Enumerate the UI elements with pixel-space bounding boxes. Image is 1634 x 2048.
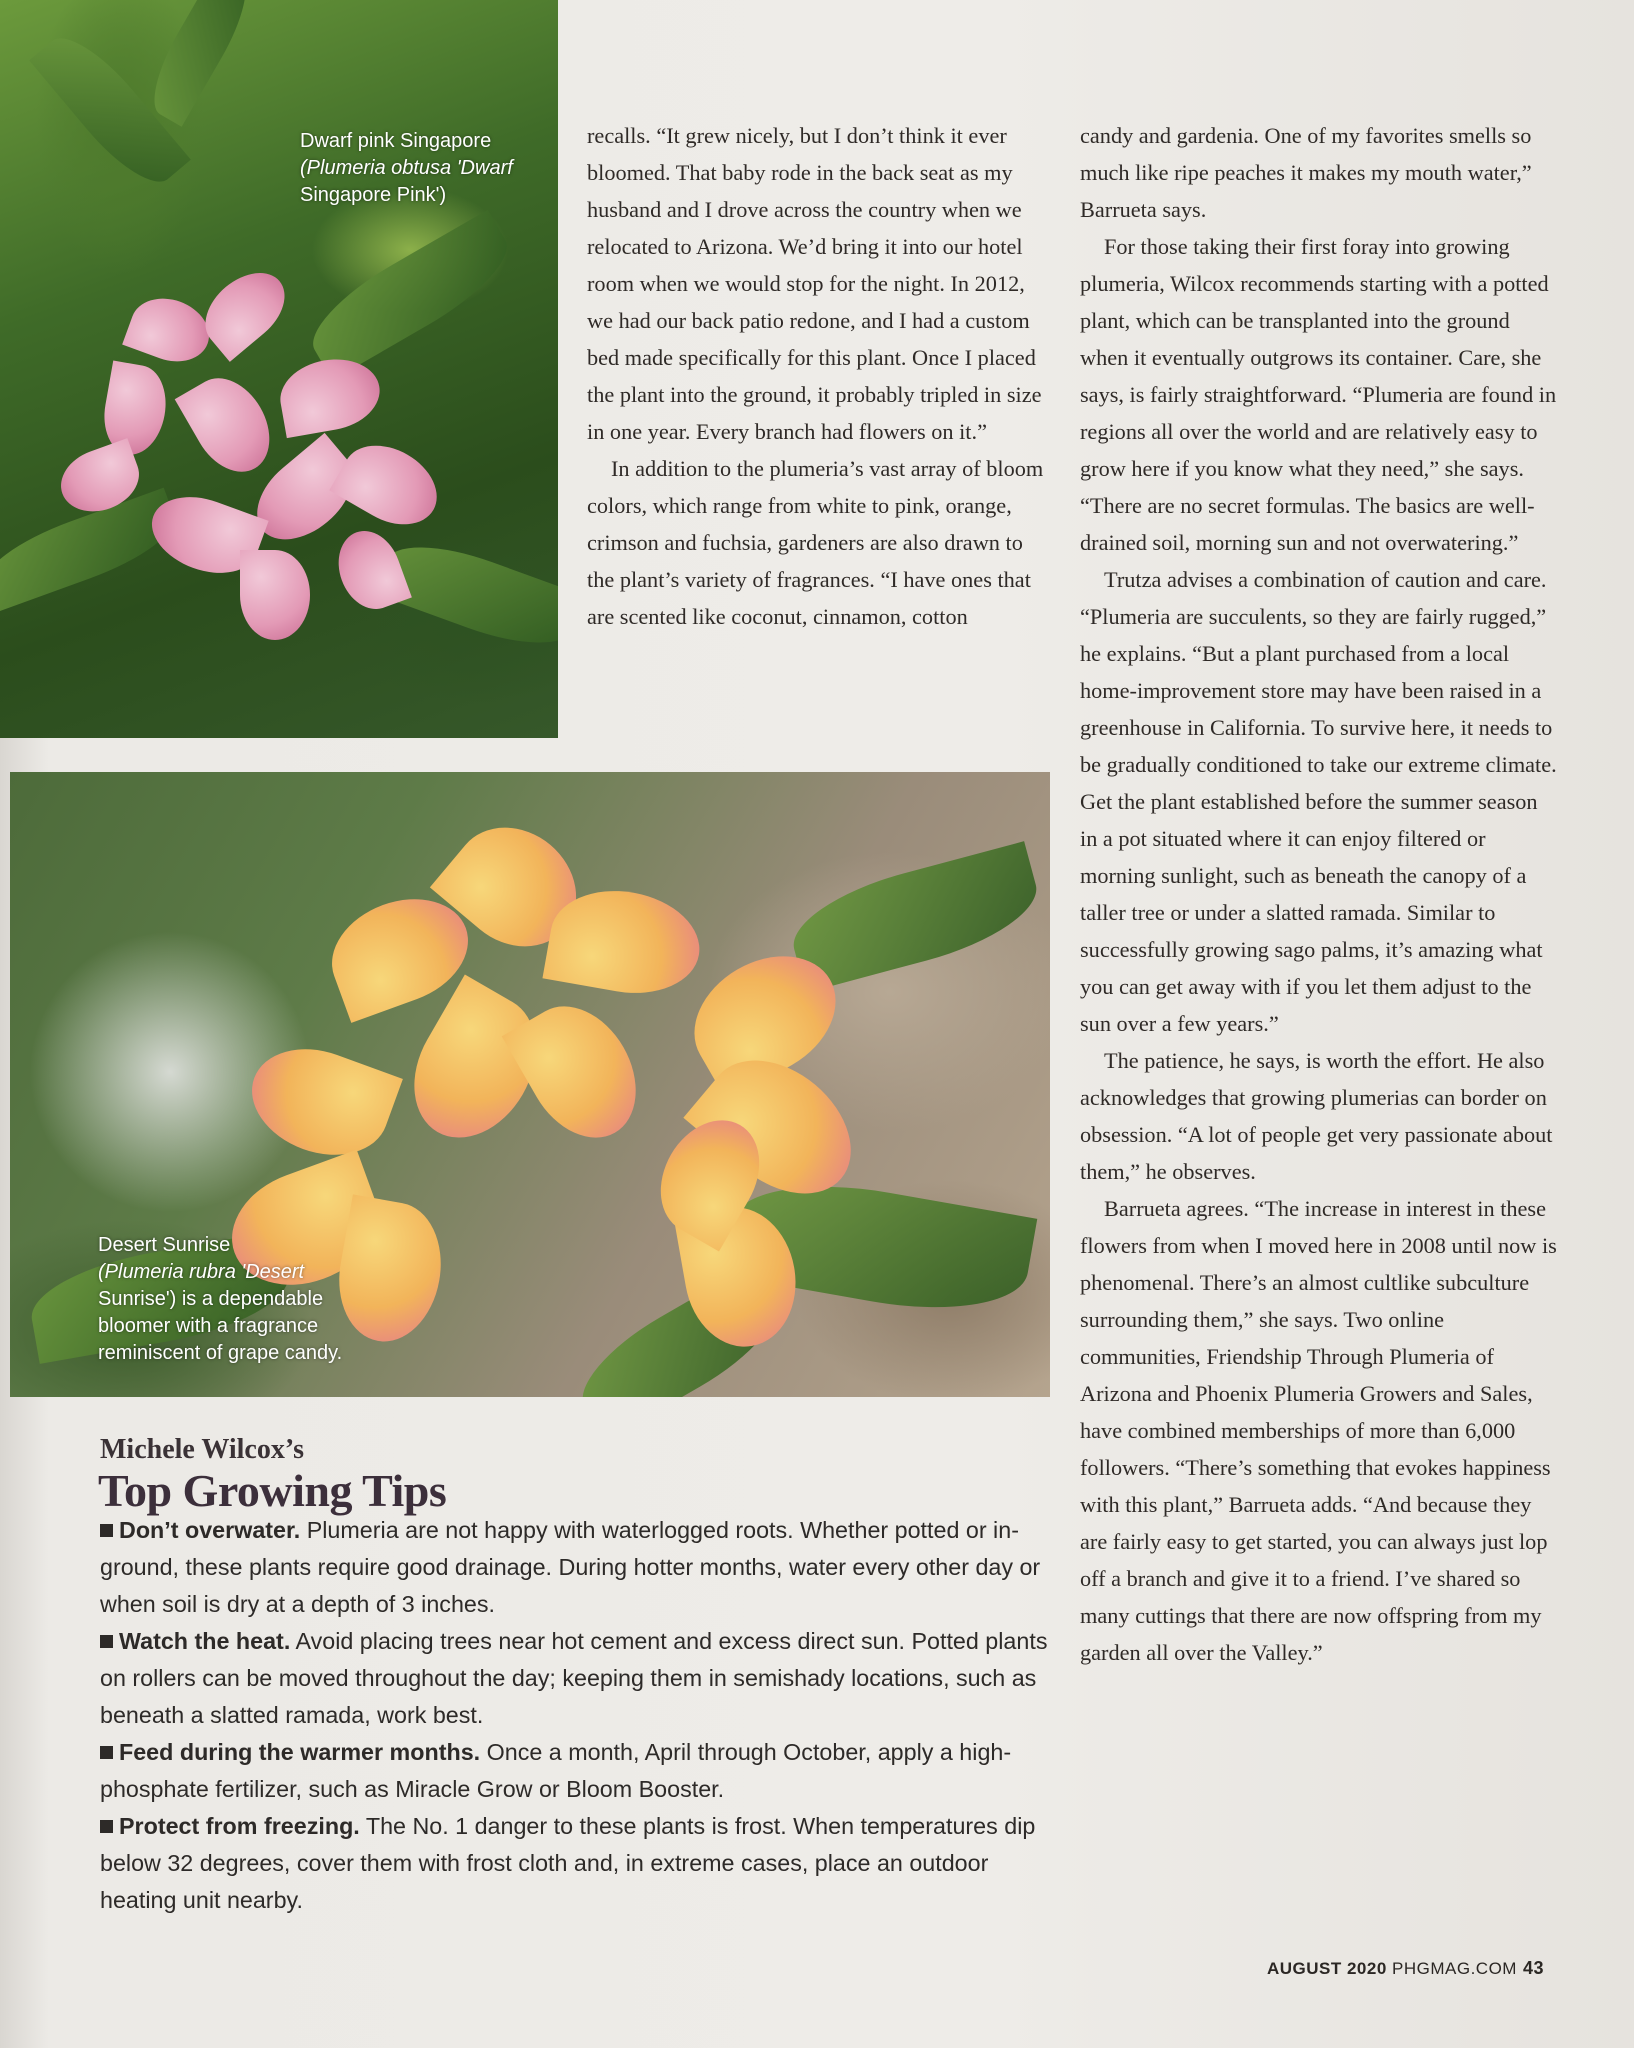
tip-item (100, 1623, 1060, 1734)
tips-title: Top Growing Tips (98, 1465, 447, 1516)
tip-item (100, 1734, 1060, 1808)
caption-desert-sunrise (98, 1232, 342, 1367)
tip-heading: Feed during the warmer months. (119, 1739, 481, 1765)
caption-dwarf-pink-singapore (300, 128, 513, 209)
paragraph: The patience, he says, is worth the effort. He also acknowledges that growing plumerias can border on obsession. “A lot of people get very passionate about them,” he observes. (1080, 1048, 1553, 1184)
caption-line: Singapore Pink') (300, 184, 447, 206)
paragraph: Barrueta agrees. “The increase in interest in these flowers from when I moved here in 2008 until now is phenomenal. There’s an almost cultlike subculture surrounding them,” she says. Two online communities, Friendship Through Plumeria of Arizona and Phoenix Plumeria Growers and Sales, have combined memberships of more than 6,000 followers. “There’s something that evokes happiness with this plant,” Barrueta adds. “And because they are fairly easy to get started, you can always just lop off a branch and give it to a friend. I’ve shared so many cuttings that there are now offspring from my garden all over the Valley.” (1080, 1196, 1557, 1665)
paragraph: Trutza advises a combination of caution and care. “Plumeria are succulents, so they are fairly rugged,” he explains. “But a plant purchased from a local home-improvement store may have been raised in a greenhouse in California. To survive here, it needs to be gradually conditioned to take our extreme climate. Get the plant established before the summer season in a pot situated where it can enjoy filtered or morning sunlight, such as beneath the canopy of a taller tree or under a slatted ramada. Similar to successfully growing sago palms, it’s amazing what you can get away with if you let them adjust to the sun over a few years.” (1080, 567, 1557, 1036)
tip-body: Avoid placing trees near hot cement and excess direct sun. Potted plants on rollers can be moved throughout the day; keeping them in semishady locations, such as beneath a slatted ramada, work best. (100, 1628, 1048, 1728)
body-column-middle (587, 117, 1045, 635)
tips-list (100, 1512, 1060, 1919)
tip-heading: Protect from freezing. (119, 1813, 360, 1839)
folio-issue: AUGUST 2020 (1266, 1959, 1387, 1978)
caption-line: Sunrise') is a dependable (98, 1288, 324, 1310)
square-bullet-icon (100, 1635, 113, 1648)
paragraph: For those taking their first foray into growing plumeria, Wilcox recommends starting with a potted plant, which can be transplanted into the ground when it eventually outgrows its container. Care, she says, is fairly straightforward. “Plumeria are found in regions all over the world and are relatively easy to grow here if you know what they need,” she says. “There are no secret formulas. The basics are well-drained soil, morning sun and not overwatering.” (1080, 234, 1557, 555)
tip-heading: Watch the heat. (119, 1628, 291, 1654)
tip-heading: Don’t overwater. (119, 1517, 301, 1543)
paragraph: candy and gardenia. One of my favorites smells so much like ripe peaches it makes my mouth water,” Barrueta says. (1080, 123, 1532, 222)
square-bullet-icon (100, 1820, 113, 1833)
caption-line-italic: (Plumeria obtusa 'Dwarf (300, 157, 513, 179)
caption-line-italic: (Plumeria rubra 'Desert (98, 1261, 305, 1283)
tip-body: Once a month, April through October, apply a high-phosphate fertilizer, such as Miracle Grow or Bloom Booster. (100, 1739, 1012, 1802)
photo-dwarf-pink-singapore (0, 0, 558, 738)
caption-line: Desert Sunrise (98, 1234, 231, 1256)
folio-site: PHGMAG.COM (1386, 1959, 1517, 1978)
caption-line: Dwarf pink Singapore (300, 130, 492, 152)
square-bullet-icon (100, 1746, 113, 1759)
tip-body: Plumeria are not happy with waterlogged roots. Whether potted or in-ground, these plants require good drainage. During hotter months, water every other day or when soil is dry at a depth of 3 inches. (100, 1517, 1041, 1617)
caption-line: reminiscent of grape candy. (98, 1342, 343, 1364)
caption-line: bloomer with a fragrance (98, 1315, 319, 1337)
tips-kicker: Michele Wilcox’s (100, 1434, 304, 1465)
tip-item (100, 1808, 1060, 1919)
photo-desert-sunrise (10, 772, 1050, 1397)
paragraph: recalls. “It grew nicely, but I don’t think it ever bloomed. That baby rode in the back seat as my husband and I drove across the country when we relocated to Arizona. We’d bring it into our hotel room when we would stop for the night. In 2012, we had our back patio redone, and I had a custom bed made specifically for this plant. Once I placed the plant into the ground, it probably tripled in size in one year. Every branch had flowers on it.” (587, 123, 1042, 444)
paragraph: In addition to the plumeria’s vast array of bloom colors, which range from white to pink, orange, crimson and fuchsia, gardeners are also drawn to the plant’s variety of fragrances. “I have ones that are scented like coconut, cinnamon, cotton (587, 456, 1044, 629)
square-bullet-icon (100, 1524, 113, 1537)
page-folio (1267, 1958, 1544, 1979)
page-number: 43 (1522, 1958, 1544, 1978)
body-column-right (1080, 117, 1558, 1671)
tip-body: The No. 1 danger to these plants is frost. When temperatures dip below 32 degrees, cover them with frost cloth and, in extreme cases, place an outdoor heating unit nearby. (100, 1813, 1036, 1913)
tip-item (100, 1512, 1060, 1623)
